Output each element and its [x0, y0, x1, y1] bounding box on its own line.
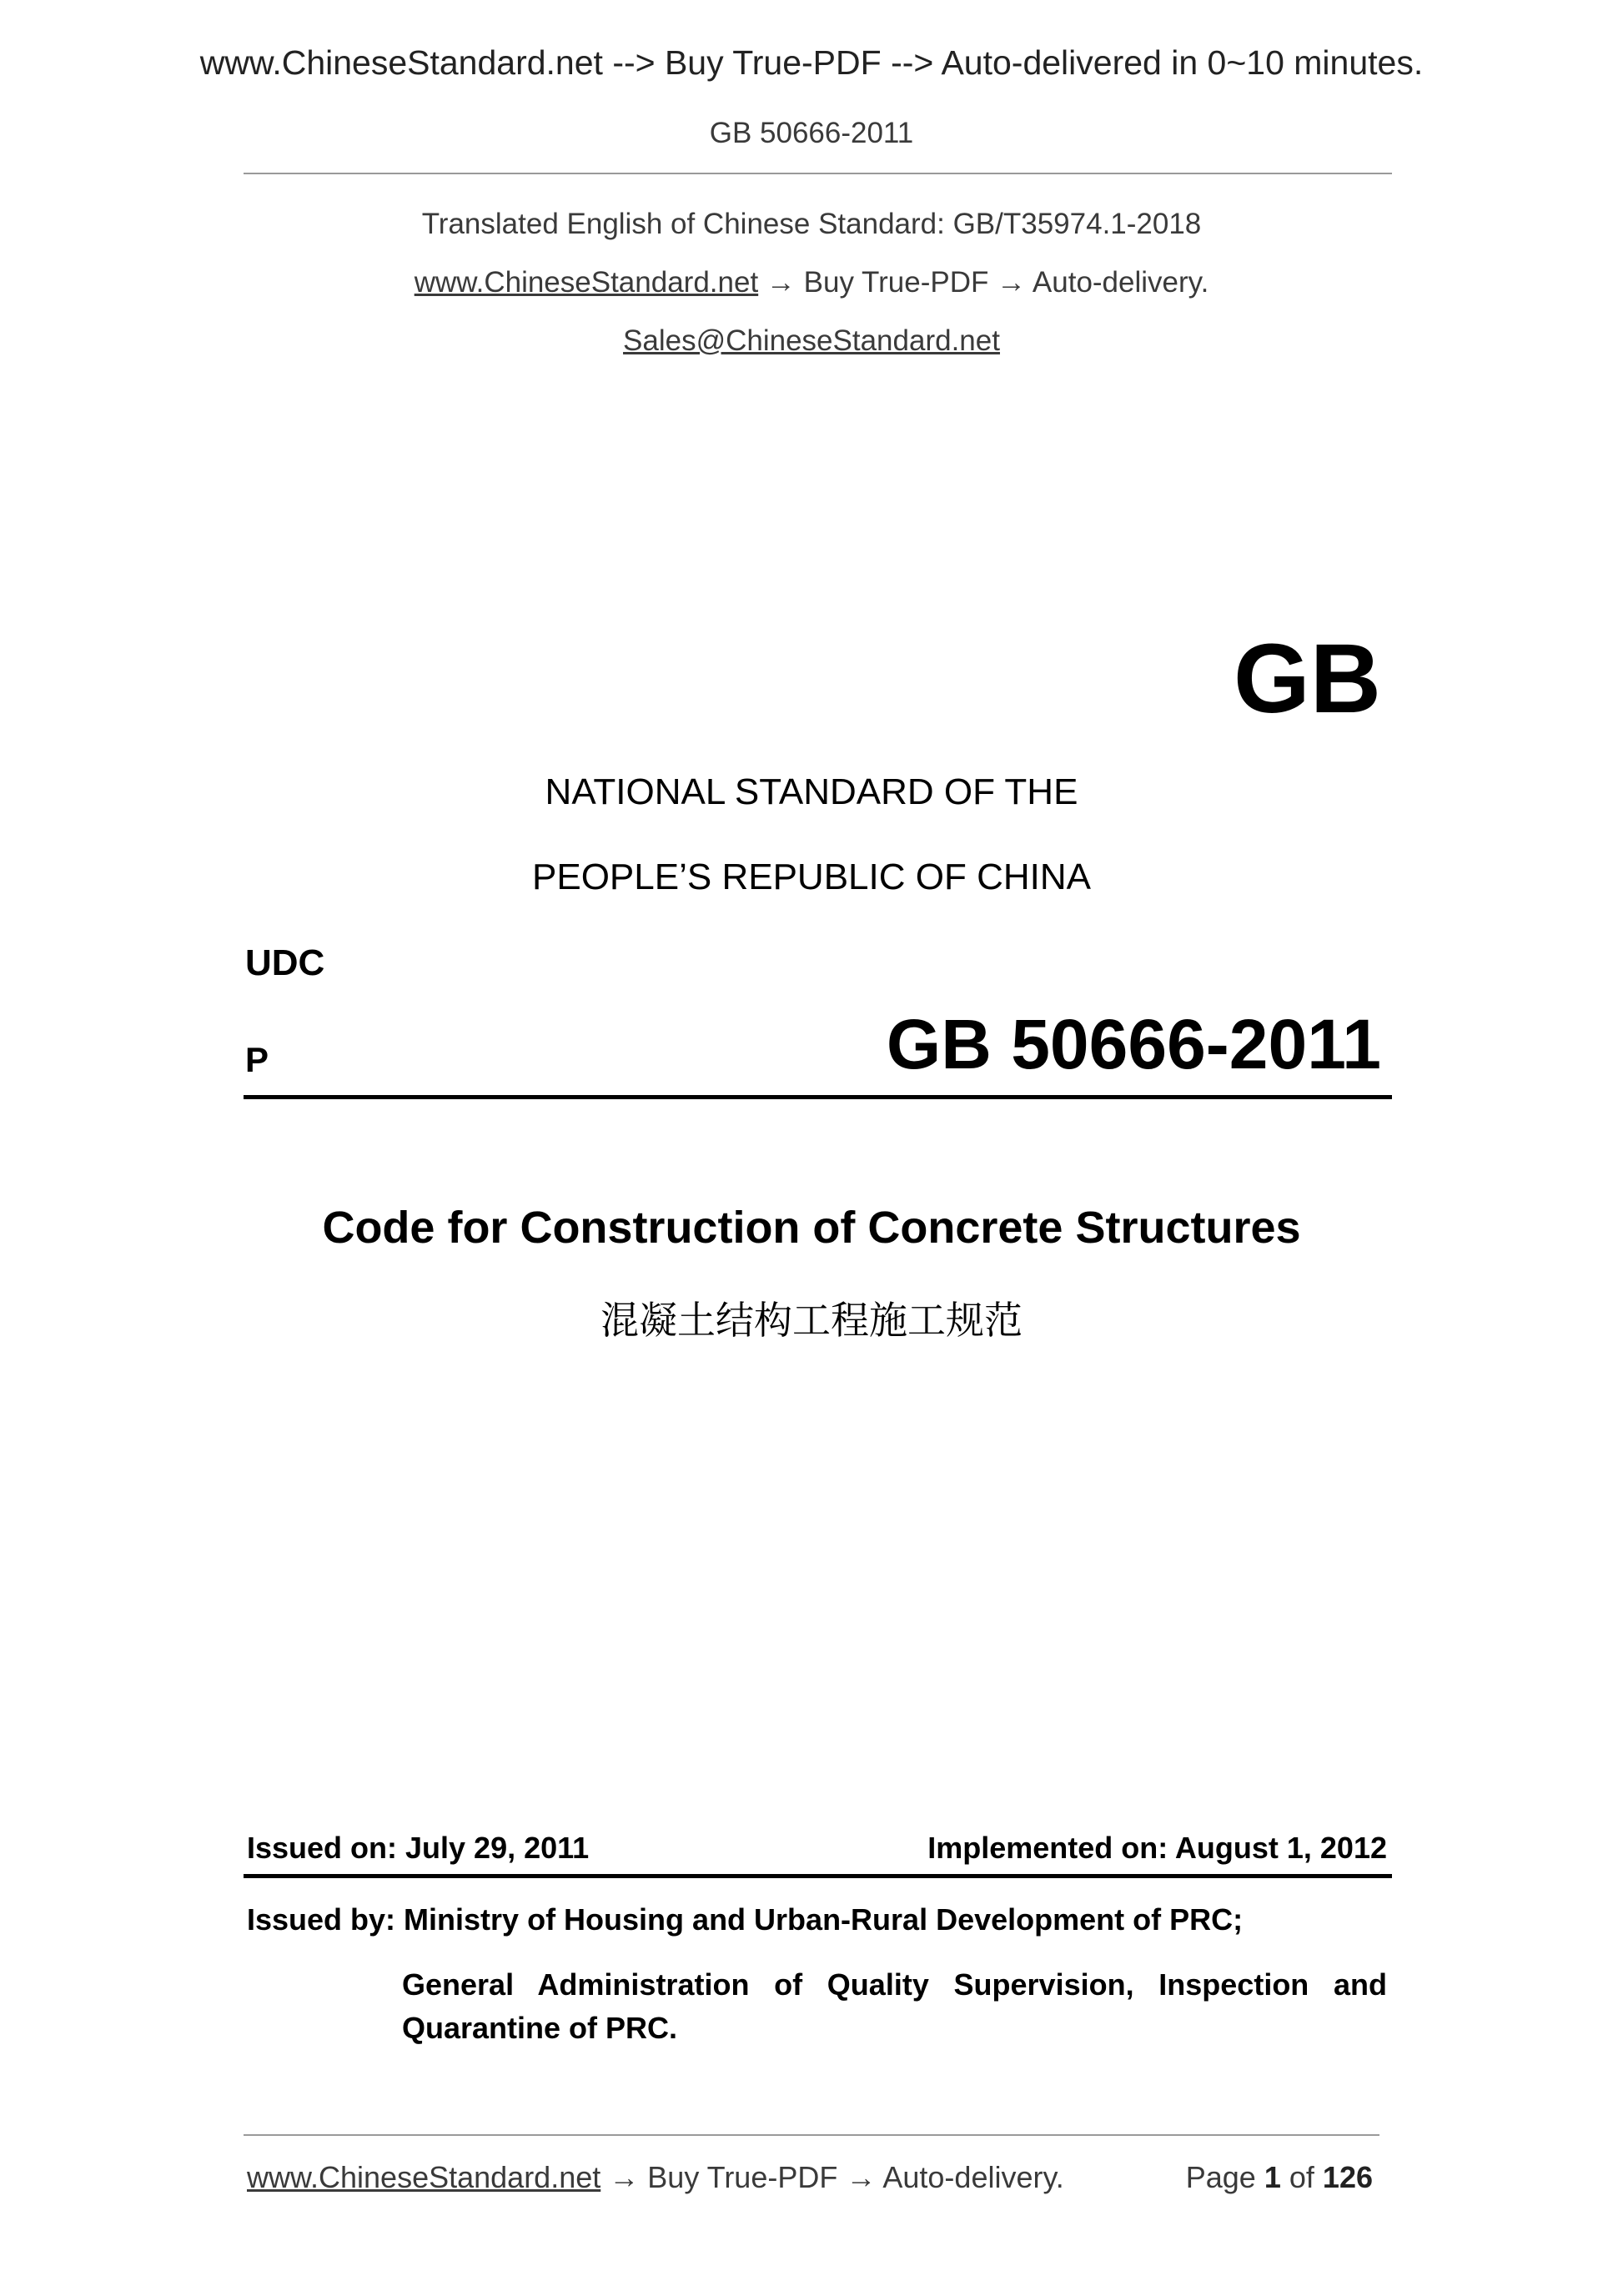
- issued-on: Issued on: July 29, 2011: [247, 1831, 590, 1865]
- arrow-right-icon: →: [997, 266, 1027, 299]
- footer-delivery-text: Auto-delivery.: [882, 2160, 1064, 2194]
- issuer-second-line2: Quarantine of PRC.: [402, 2011, 678, 2045]
- page-label: Page: [1185, 2160, 1256, 2194]
- arrow-right-icon: →: [609, 2160, 640, 2194]
- of-label: of: [1289, 2160, 1314, 2194]
- title-chinese: 混凝土结构工程施工规范: [600, 1298, 1023, 1343]
- footer-divider: [244, 2134, 1379, 2136]
- running-header-code: GB 50666-2011: [709, 117, 914, 149]
- page-indicator: [1186, 2160, 1373, 2195]
- gb-mark: GB: [1234, 624, 1381, 734]
- implemented-on: Implemented on: August 1, 2012: [927, 1831, 1387, 1865]
- dates-row: [247, 1831, 1387, 1866]
- top-banner: www.ChineseStandard.net --> Buy True-PDF --> Auto-delivered in 0~10 minutes.: [199, 43, 1424, 82]
- national-standard-line1: NATIONAL STANDARD OF THE: [545, 771, 1078, 812]
- footer-buy-text: Buy True-PDF: [647, 2160, 838, 2194]
- translation-links: [0, 266, 1623, 299]
- title-english: Code for Construction of Concrete Structures: [322, 1203, 1301, 1253]
- issued-by: Issued by: Ministry of Housing and Urban-Rural Development of PRC;: [247, 1902, 1244, 1937]
- udc-label: UDC: [245, 942, 325, 983]
- page-number: 1: [1264, 2160, 1281, 2194]
- footer-links: [247, 2160, 1064, 2195]
- arrow-right-icon: →: [846, 2160, 877, 2194]
- arrow-right-icon: →: [766, 266, 796, 299]
- page-total: 126: [1322, 2160, 1373, 2194]
- p-label: P: [245, 1040, 269, 1079]
- national-standard-line2: PEOPLE’S REPUBLIC OF CHINA: [532, 857, 1091, 897]
- translation-note: Translated English of Chinese Standard: GB/T35974.1-2018: [421, 208, 1202, 240]
- header-divider: [244, 173, 1392, 174]
- website-link[interactable]: www.ChineseStandard.net: [414, 266, 759, 299]
- issuer-second-line1: General Administration of Quality Supervision, Inspection and: [402, 1967, 1387, 2002]
- dates-divider: [244, 1874, 1392, 1878]
- code-divider: [244, 1095, 1392, 1099]
- sales-email-link[interactable]: Sales@ChineseStandard.net: [623, 324, 1000, 357]
- auto-delivery-text: Auto-delivery.: [1032, 266, 1209, 299]
- buy-pdf-text: Buy True-PDF: [803, 266, 989, 299]
- standard-code: GB 50666-2011: [886, 1005, 1381, 1083]
- footer-website-link[interactable]: www.ChineseStandard.net: [247, 2160, 601, 2194]
